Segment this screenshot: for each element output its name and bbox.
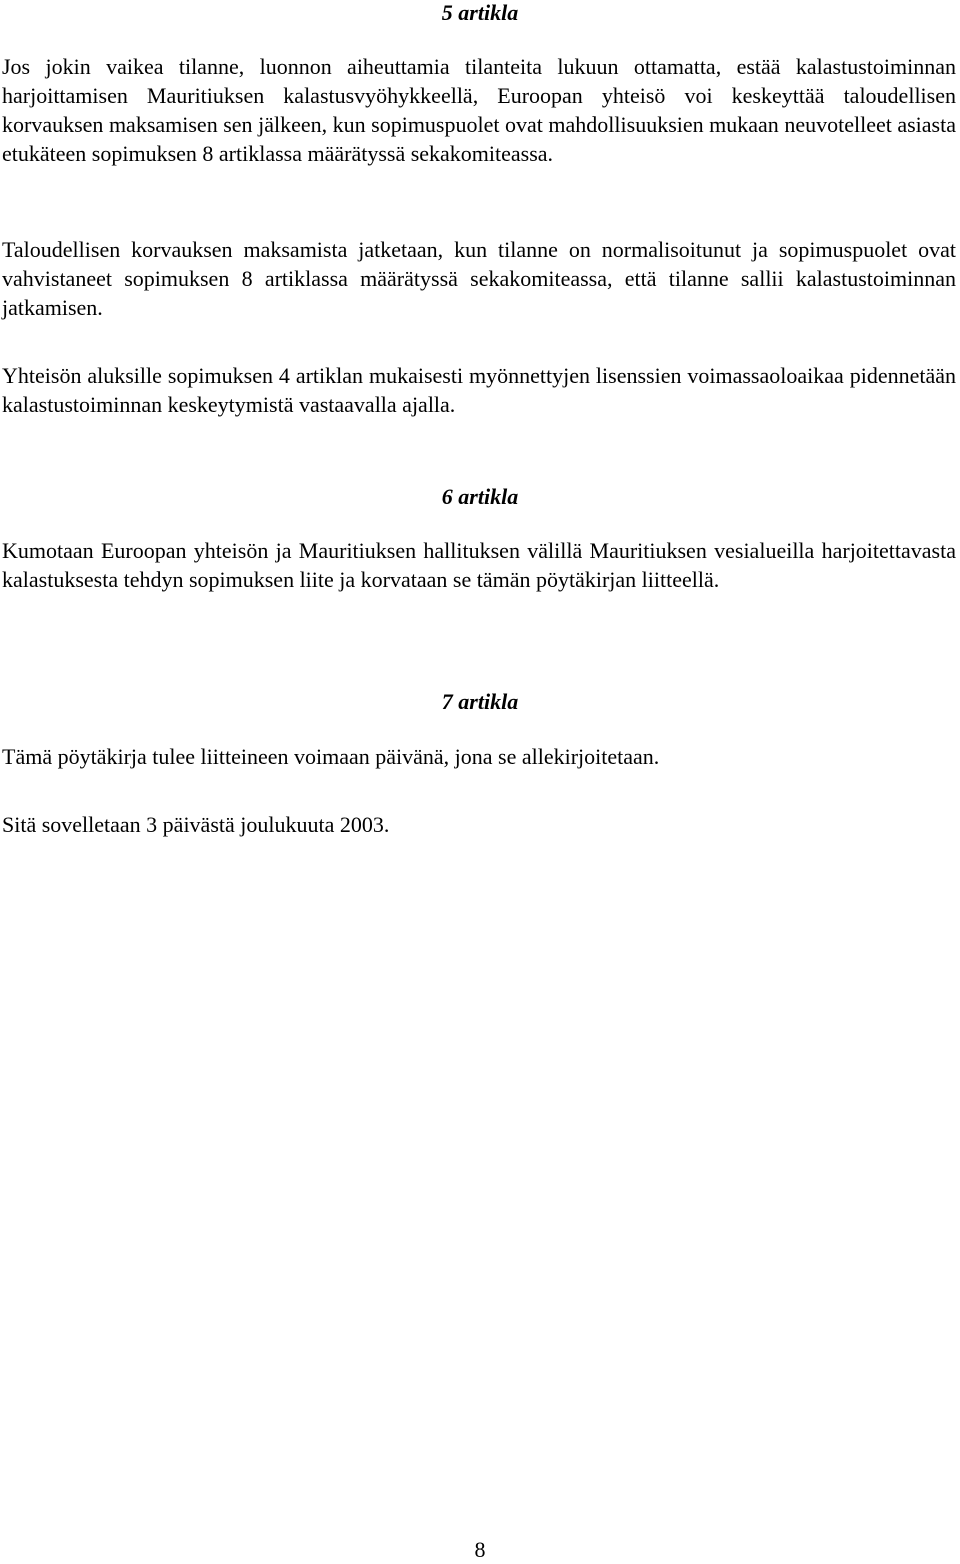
page-number: 8 (474, 1537, 486, 1562)
article-7-heading: 7 artikla (441, 689, 519, 714)
article-7-paragraph-2: Sitä sovelletaan 3 päivästä joulukuuta 2003. (2, 812, 390, 837)
article-5-paragraph-2: Taloudellisen korvauksen maksamista jatketaan, kun tilanne on normalisoitunut ja sopimuspuolet ovat vahvistaneet sopimuksen 8 artiklassa määrätyssä sekakomiteassa, että tilanne sallii kalastustoiminnan jatkamisen. (2, 237, 956, 320)
article-5-heading: 5 artikla (441, 0, 519, 25)
article-6-heading: 6 artikla (441, 484, 519, 509)
article-7-paragraph-1: Tämä pöytäkirja tulee liitteineen voimaan päivänä, jona se allekirjoitetaan. (2, 744, 660, 769)
article-5-paragraph-3: Yhteisön aluksille sopimuksen 4 artiklan mukaisesti myönnettyjen lisenssien voimassaoloaikaa pidennetään kalastustoiminnan keskeytymistä vastaavalla ajalla. (2, 363, 956, 417)
article-6-paragraph-1: Kumotaan Euroopan yhteisön ja Mauritiuksen hallituksen välillä Mauritiuksen vesialueilla harjoitettavasta kalastuksesta tehdyn sopimuksen liite ja korvataan se tämän pöytäkirjan liitteellä. (2, 538, 956, 592)
article-5-paragraph-1: Jos jokin vaikea tilanne, luonnon aiheuttamia tilanteita lukuun ottamatta, estää kalastustoiminnan harjoittamisen Mauritiuksen kalastusvyöhykkeellä, Euroopan yhteisö voi keskeyttää taloudellisen korvauksen maksamisen sen jälkeen, kun sopimuspuolet ovat mahdollisuuksien mukaan neuvotelleet asiasta etukäteen sopimuksen 8 artiklassa määrätyssä sekakomiteassa. (2, 54, 956, 166)
